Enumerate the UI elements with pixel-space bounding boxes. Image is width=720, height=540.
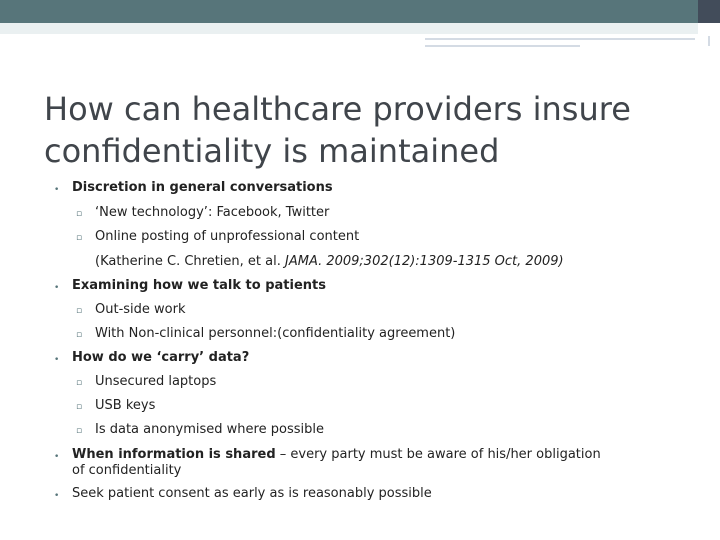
citation [95,254,564,269]
bullet-text: Examining how we talk to patients [72,278,326,293]
bullet-text: How do we ‘carry’ data? [72,350,250,365]
bullet-icon: • [54,355,60,365]
bullet-text-rest: – every party must be aware of his/her obligation of confidentiality [72,447,601,478]
sub-bullet-text: Is data anonymised where possible [95,422,324,437]
sub-bullet-icon: ▫ [76,402,83,412]
sub-bullet-icon: ▫ [76,330,83,340]
sub-bullet-icon: ▫ [76,378,83,388]
sub-bullet-icon: ▫ [76,209,83,219]
sub-bullet-icon: ▫ [76,426,83,436]
bullet-icon: • [54,185,60,195]
bullet-text [72,447,612,479]
citation-journal: JAMA. 2009;302(12):1309-1315 Oct, 2009) [285,254,564,269]
sub-bullet-icon: ▫ [76,233,83,243]
bullet-text: Discretion in general conversations [72,180,333,195]
sub-bullet-text: Online posting of unprofessional content [95,229,360,244]
bullet-icon: • [54,452,60,462]
bullet-icon: • [54,283,60,293]
bullet-text: Seek patient consent as early as is reasonably possible [72,486,432,501]
citation-author: (Katherine C. Chretien, et al. [95,254,285,269]
bullet-text-bold: When information is shared [72,447,276,462]
sub-bullet-text: ‘New technology’: Facebook, Twitter [95,205,330,220]
sub-bullet-text: Unsecured laptops [95,374,217,389]
sub-bullet-text: With Non-clinical personnel:(confidentiality agreement) [95,326,456,341]
sub-bullet-text: Out-side work [95,302,186,317]
bullet-icon: • [54,491,60,501]
sub-bullet-icon: ▫ [76,306,83,316]
sub-bullet-text: USB keys [95,398,156,413]
slide-title: How can healthcare providers insure confidentiality is maintained [44,90,631,170]
